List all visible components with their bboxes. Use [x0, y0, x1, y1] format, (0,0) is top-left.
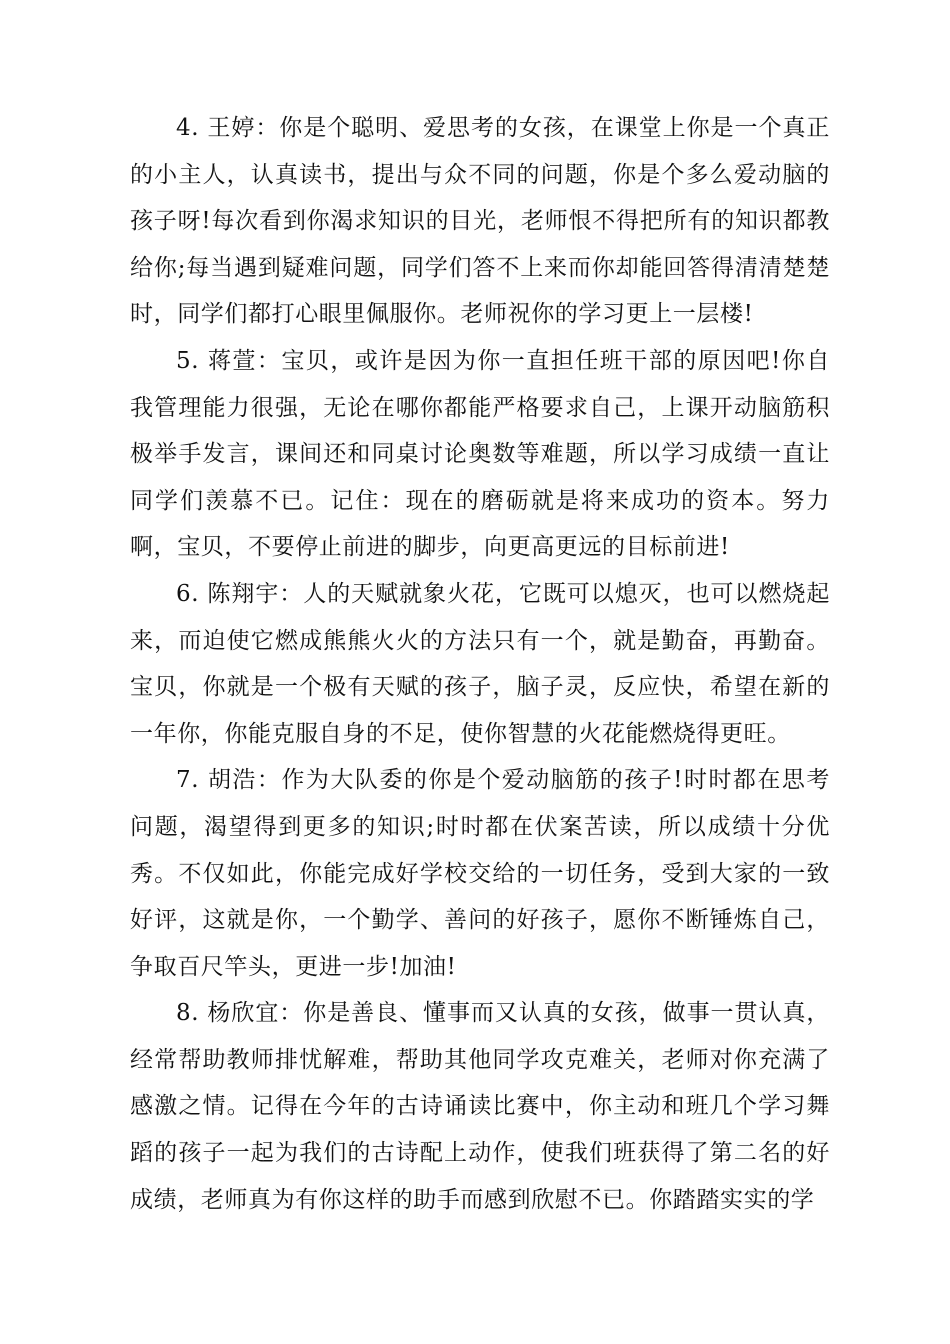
- paragraph-comment-7: 7. 胡浩：作为大队委的你是个爱动脑筋的孩子!时时都在思考问题，渴望得到更多的知识;时时都在伏案苦读，所以成绩十分优秀。不仅如此，你能完成好学校交给的一切任务，受到大家的一致好评，这就是你，一个勤学、善问的好孩子，愿你不断锤炼自己，争取百尺竿头，更进一步!加油!: [130, 767, 830, 980]
- document-body: [130, 105, 830, 1223]
- paragraph-comment-8: 8. 杨欣宜：你是善良、懂事而又认真的女孩，做事一贯认真，经常帮助教师排忧解难，帮助其他同学攻克难关，老师对你充满了感激之情。记得在今年的古诗诵读比赛中，你主动和班几个学习舞蹈的孩子一起为我们的古诗配上动作，使我们班获得了第二名的好成绩，老师真为有你这样的助手而感到欣慰不已。你踏踏实实的学: [130, 1000, 830, 1213]
- paragraph-comment-6: 6. 陈翔宇：人的天赋就象火花，它既可以熄灭，也可以燃烧起来，而迫使它燃成熊熊火火的方法只有一个，就是勤奋，再勤奋。宝贝，你就是一个极有天赋的孩子，脑子灵，反应快，希望在新的一年你，你能克服自身的不足，使你智慧的火花能燃烧得更旺。: [130, 580, 830, 747]
- paragraph-comment-4: 4. 王婷：你是个聪明、爱思考的女孩，在课堂上你是一个真正的小主人，认真读书，提出与众不同的问题，你是个多么爱动脑的孩子呀!每次看到你渴求知识的目光，老师恨不得把所有的知识都教给你;每当遇到疑难问题，同学们答不上来而你却能回答得清清楚楚时，同学们都打心眼里佩服你。老师祝你的学习更上一层楼!: [130, 115, 830, 328]
- paragraph-comment-5: 5. 蒋萱：宝贝，或许是因为你一直担任班干部的原因吧!你自我管理能力很强，无论在哪你都能严格要求自己，上课开动脑筋积极举手发言，课间还和同桌讨论奥数等难题，所以学习成绩一直让同学们羡慕不已。记住：现在的磨砺就是将来成功的资本。努力啊，宝贝，不要停止前进的脚步，向更高更远的目标前进!: [130, 347, 830, 561]
